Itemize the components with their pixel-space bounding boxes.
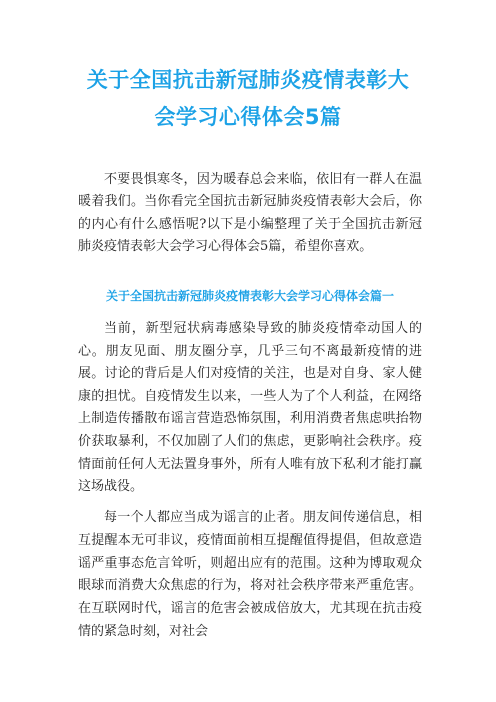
intro-paragraph: 不要畏惧寒冬，因为暖春总会来临，依旧有一群人在温暖着我们。当你看完全国抗击新冠肺炎疫情表彰大会后，你的内心有什么感悟呢?以下是小编整理了关于全国抗击新冠肺炎疫情表彰大会学习心得体会5篇，希望你喜欢。	[78, 172, 422, 254]
document-title-line-2: 会学习心得体会5篇	[154, 105, 342, 129]
document-title-line-1: 关于全国抗击新冠肺炎疫情表彰大	[86, 68, 410, 92]
section-heading: 关于全国抗击新冠肺炎疫情表彰大会学习心得体会篇一	[105, 289, 394, 303]
body-paragraph: 当前，新型冠状病毒感染导致的肺炎疫情牵动国人的心。朋友见面、朋友圈分享，几乎三句不离最新疫情的进展。讨论的背后是人们对疫情的关注，也是对自身、家人健康的担忧。自疫情发生以来，一些人为了个人利益，在网络上制造传播散布谣言营造恐怖氛围，利用消费者焦虑哄抬物价获取暴利，不仅加剧了人们的焦虑，更影响社会秩序。疫情面前任何人无法置身事外，所有人唯有放下私利才能打赢这场战役。	[78, 321, 422, 495]
body-paragraph: 每一个人都应当成为谣言的止者。朋友间传递信息，相互提醒本无可非议，疫情面前相互提醒值得提倡，但故意造谣严重事态危言耸听，则超出应有的范围。这种为博取观众眼球而消费大众焦虑的行为，将对社会秩序带来严重危害。在互联网时代，谣言的危害会被成倍放大，尤其现在抗击疫情的紧急时刻，对社会	[78, 510, 422, 639]
